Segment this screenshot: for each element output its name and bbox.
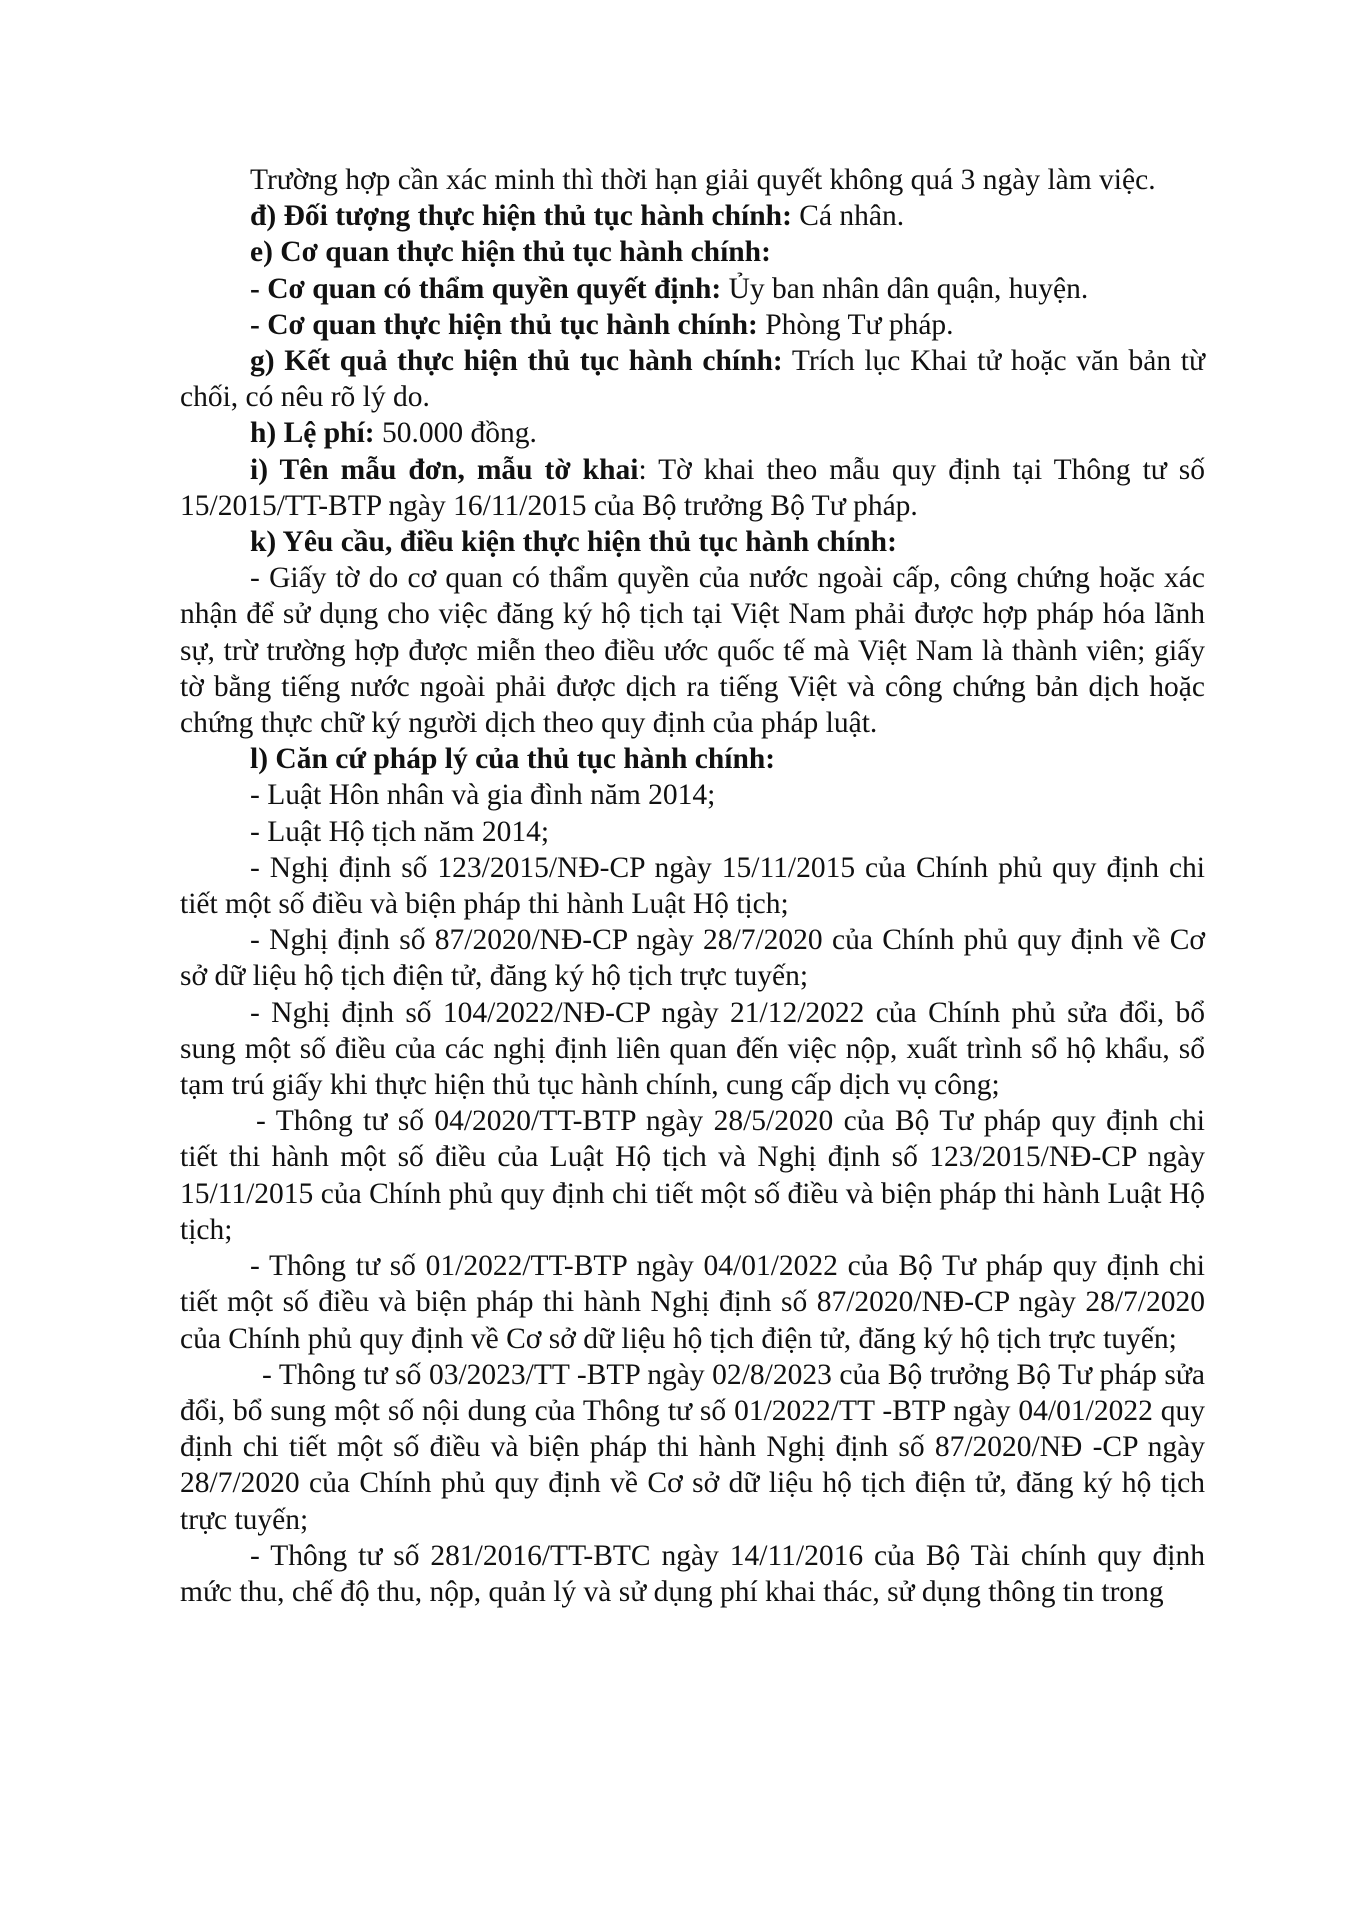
list-item-legal-basis: - Thông tư số 01/2022/TT-BTP ngày 04/01/2022 của Bộ Tư pháp quy định chi tiết một số điều và biện pháp thi hành Nghị định số 87/2020/NĐ-CP ngày 28/7/2020 của Chính phủ quy định về Cơ sở dữ liệu hộ tịch điện tử, đăng ký hộ tịch trực tuyến;: [180, 1250, 1205, 1355]
list-item-legal-basis: - Luật Hôn nhân và gia đình năm 2014;: [250, 779, 716, 812]
paragraph-executing-agency: [180, 307, 1205, 343]
paragraph-agency-heading: [180, 234, 1205, 270]
heading-agency: e) Cơ quan thực hiện thủ tục hành chính:: [250, 236, 771, 269]
list-item-legal-basis: - Luật Hộ tịch năm 2014;: [250, 815, 550, 848]
heading-fee: h) Lệ phí:: [250, 417, 375, 450]
paragraph-verification-time: Trường hợp cần xác minh thì thời hạn giải quyết không quá 3 ngày làm việc.: [250, 164, 1156, 196]
heading-legal-basis: l) Căn cứ pháp lý của thủ tục hành chính:: [250, 743, 776, 776]
list-item-legal-basis: - Thông tư số 03/2023/TT -BTP ngày 02/8/2023 của Bộ trưởng Bộ Tư pháp sửa đổi, bổ sung một số nội dung của Thông tư số 01/2022/TT -BTP ngày 04/01/2022 quy định chi tiết một số điều và biện pháp thi hành Nghị định số 87/2020/NĐ -CP ngày 28/7/2020 của Chính phủ quy định về Cơ sở dữ liệu hộ tịch điện tử, đăng ký hộ tịch trực tuyến;: [180, 1358, 1205, 1536]
text-executing-agency: Phòng Tư pháp.: [757, 308, 954, 341]
text-fee: 50.000 đồng.: [374, 417, 537, 450]
text-form-name: : Tờ khai theo mẫu quy định tại Thông tư số 15/2015/TT-BTP ngày 16/11/2015 của Bộ trưởng Bộ Tư pháp.: [180, 453, 1205, 522]
heading-requirements: k) Yêu cầu, điều kiện thực hiện thủ tục hành chính:: [250, 526, 897, 559]
heading-executing-agency: - Cơ quan thực hiện thủ tục hành chính:: [250, 308, 758, 341]
list-item-legal-basis: - Thông tư số 04/2020/TT-BTP ngày 28/5/2020 của Bộ Tư pháp quy định chi tiết thi hành một số điều của Luật Hộ tịch và Nghị định số 123/2015/NĐ-CP ngày 15/11/2015 của Chính phủ quy định chi tiết một số điều và biện pháp thi hành Luật Hộ tịch;: [180, 1105, 1205, 1246]
heading-deciding-agency: - Cơ quan có thẩm quyền quyết định:: [250, 272, 722, 305]
paragraph-subject: [180, 198, 1205, 234]
paragraph-requirements-heading: [180, 524, 1205, 560]
text-subject: Cá nhân.: [791, 200, 905, 233]
list-item-legal-basis: - Nghị định số 104/2022/NĐ-CP ngày 21/12/2022 của Chính phủ sửa đổi, bổ sung một số điều của các nghị định liên quan đến việc nộp, xuất trình sổ hộ khẩu, sổ tạm trú giấy khi thực hiện thủ tục hành chính, cung cấp dịch vụ công;: [180, 996, 1205, 1102]
paragraph-form-name: [180, 452, 1205, 524]
list-item-legal-basis: - Nghị định số 123/2015/NĐ-CP ngày 15/11/2015 của Chính phủ quy định chi tiết một số điều và biện pháp thi hành Luật Hộ tịch;: [180, 851, 1205, 921]
paragraph-deciding-agency: [180, 271, 1205, 307]
heading-result: g) Kết quả thực hiện thủ tục hành chính:: [250, 345, 783, 378]
paragraph-result: [180, 343, 1205, 415]
text-result: Trích lục Khai tử hoặc văn bản từ chối, có nêu rõ lý do.: [180, 345, 1205, 414]
document-page: [180, 162, 1205, 1610]
list-item-legal-basis: - Thông tư số 281/2016/TT-BTC ngày 14/11/2016 của Bộ Tài chính quy định mức thu, chế độ thu, nộp, quản lý và sử dụng phí khai thác, sử dụng thông tin trong: [180, 1539, 1205, 1608]
heading-form-name: i) Tên mẫu đơn, mẫu tờ khai: [250, 453, 639, 486]
paragraph-legal-basis-heading: [180, 741, 1205, 777]
list-item-legal-basis: - Nghị định số 87/2020/NĐ-CP ngày 28/7/2020 của Chính phủ quy định về Cơ sở dữ liệu hộ tịch điện tử, đăng ký hộ tịch trực tuyến;: [180, 924, 1205, 993]
text-deciding-agency: Ủy ban nhân dân quận, huyện.: [721, 272, 1089, 305]
paragraph-fee: [180, 415, 1205, 451]
heading-subject: đ) Đối tượng thực hiện thủ tục hành chính:: [250, 200, 792, 233]
paragraph-requirements: - Giấy tờ do cơ quan có thẩm quyền của nước ngoài cấp, công chứng hoặc xác nhận để sử dụng cho việc đăng ký hộ tịch tại Việt Nam phải được hợp pháp hóa lãnh sự, trừ trường hợp được miễn theo điều ước quốc tế mà Việt Nam là thành viên; giấy tờ bằng tiếng nước ngoài phải được dịch ra tiếng Việt và công chứng bản dịch hoặc chứng thực chữ ký người dịch theo quy định của pháp luật.: [180, 562, 1205, 740]
